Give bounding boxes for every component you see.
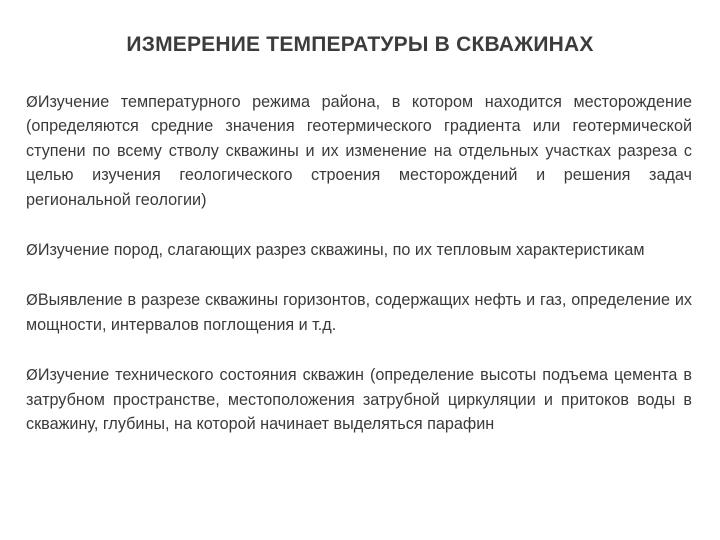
arrow-bullet-icon: Ø bbox=[26, 241, 38, 260]
arrow-bullet-icon: Ø bbox=[26, 366, 38, 385]
bullet-text: Изучение технического состояния скважин (определение высоты подъема цемента в затрубном пространстве, местоположения затрубной циркуляции и притоков воды в скважину, глубины, на которой начинает выделяться парафин bbox=[26, 366, 692, 434]
arrow-bullet-icon: Ø bbox=[26, 291, 38, 310]
bullet-text: Изучение температурного режима района, в котором находится месторождение (определяются средние значения геотермического градиента или геотермической ступени по всему стволу скважины и их изменение на отдельных участках разреза с целью изучения геологического строения месторождений и решения задач региональной геологии) bbox=[26, 93, 692, 209]
bullet-item bbox=[26, 363, 692, 436]
bullet-item bbox=[26, 238, 692, 262]
bullet-text: Выявление в разрезе скважины горизонтов, содержащих нефть и газ, определение их мощности, интервалов поглощения и т.д. bbox=[26, 291, 692, 334]
bullet-text: Изучение пород, слагающих разрез скважины, по их тепловым характеристикам bbox=[37, 241, 645, 260]
bullet-item bbox=[26, 288, 692, 337]
slide-title: ИЗМЕРЕНИЕ ТЕМПЕРАТУРЫ В СКВАЖИНАХ bbox=[126, 33, 594, 56]
bullet-list bbox=[26, 90, 692, 436]
arrow-bullet-icon: Ø bbox=[26, 93, 38, 111]
bullet-item bbox=[26, 90, 692, 212]
